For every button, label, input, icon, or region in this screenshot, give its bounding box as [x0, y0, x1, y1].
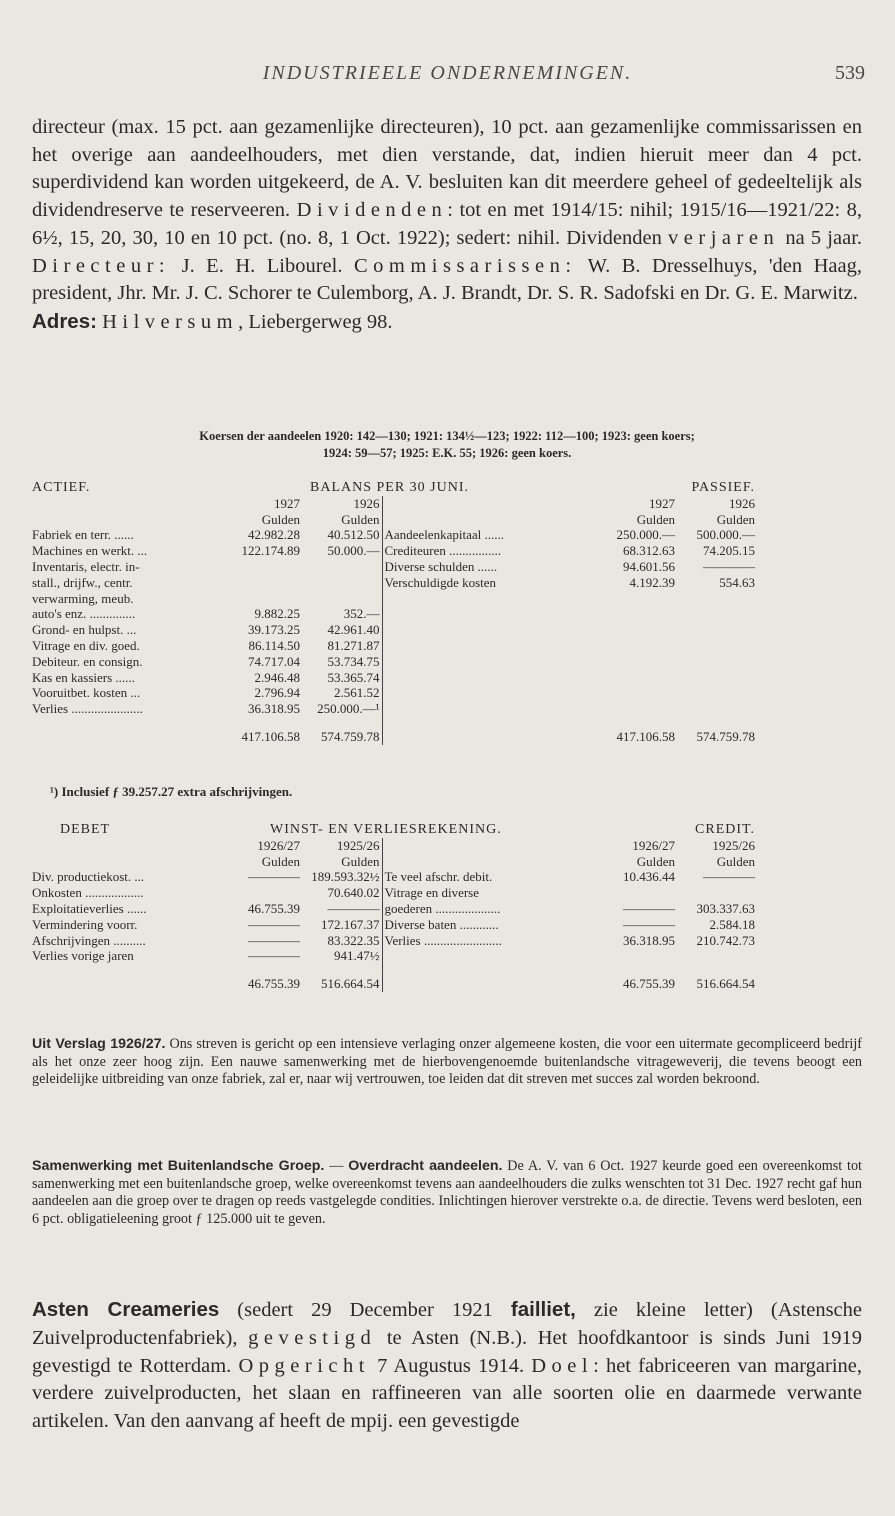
passief-row-value-1: 94.601.56 — [623, 558, 675, 574]
table-row — [30, 885, 860, 901]
balans-table — [30, 480, 860, 745]
debet-row-value-1: 46.755.39 — [248, 900, 300, 916]
debet-row-value-1: ———— — [248, 948, 300, 964]
credit-row-value-2: 2.584.18 — [709, 916, 756, 932]
passief-row-label: Verschuldigde kosten — [382, 575, 592, 591]
actief-row-value-2 — [302, 559, 382, 575]
overdracht-label: Overdracht aandeelen. — [348, 1158, 503, 1174]
spacer-cell — [757, 701, 860, 717]
credit-row-label: Vitrage en diverse — [382, 885, 592, 901]
passief-row-value-1 — [592, 670, 677, 686]
passief-row-value-1 — [592, 591, 677, 607]
wyear-col-4: 1925/26 — [712, 837, 756, 853]
table-row — [30, 527, 860, 543]
actief-row-value-1 — [220, 591, 302, 607]
actief-row-value-2 — [302, 591, 382, 607]
spacer-cell — [757, 869, 860, 885]
passief-row-value-2: 74.205.15 — [703, 543, 755, 559]
debet-row-label: Div. productiekost. ... — [32, 869, 145, 885]
passief-row-value-1: 250.000.— — [616, 527, 675, 543]
credit-row-value-1: 10.436.44 — [623, 869, 676, 885]
actief-row-label: verwarming, meub. — [32, 590, 134, 606]
passief-row-label — [382, 638, 592, 654]
credit-row-value-1 — [592, 885, 677, 901]
wunit-col-2: Gulden — [341, 853, 380, 869]
balans-total-3: 417.106.58 — [616, 728, 675, 744]
actief-row-label: Kas en kassiers ...... — [32, 669, 135, 685]
dividenden-label: Dividenden — [296, 199, 448, 222]
adres-street: , Liebergerweg 98. — [238, 310, 393, 333]
unit-col-4: Gulden — [716, 511, 755, 527]
debet-row-label: Afschrijvingen .......... — [32, 932, 146, 948]
debet-row-value-2: 941.47½ — [334, 948, 380, 964]
actief-row-label: Debiteur. en consign. — [32, 653, 143, 669]
debet-row-value-2: 189.593.32½ — [311, 869, 380, 885]
credit-row-value-2: ———— — [703, 869, 756, 885]
actief-row-value-2: 2.561.52 — [334, 685, 380, 701]
actief-row-value-2: 81.271.87 — [327, 637, 380, 653]
directeur-label: Directeur: — [32, 254, 171, 277]
winst-total-2: 516.664.54 — [321, 976, 380, 992]
passief-row-value-1 — [592, 701, 677, 717]
verslag-text: Ons streven is gericht op een intensieve verlaging onzer algemeene kosten, die voor een uitermate gecompliceerd bedrijf als het onze zeer hoog zijn. Een nauwe samenwerking met de hierbovengenoemde buitenlandsche vitrageweverij, die tevens beoogt een geleidelijke uitbreiding van onze fabriek, zal er, naar wij vertrouwen, toe leiden dat dit streven met succes zal worden bekroond. — [32, 1036, 862, 1088]
credit-heading: CREDIT. — [695, 822, 756, 837]
credit-row-label: Diverse baten ............ — [382, 917, 592, 933]
credit-row-value-2: 303.337.63 — [696, 900, 756, 916]
passief-row-value-2: 554.63 — [719, 574, 755, 590]
passief-row-value-1 — [592, 622, 677, 638]
passief-row-value-2: ———— — [703, 558, 755, 574]
intro-text-4: J. E. H. Libourel. — [181, 254, 343, 277]
actief-row-value-1 — [220, 575, 302, 591]
spacer-cell — [757, 606, 860, 622]
balans-total-1: 417.106.58 — [241, 728, 300, 744]
asten-text-5: : het fabriceeren van margarine, verdere zuivelproducten, het slaan en raffineeren van alle soorten olie en daarmede verwante artikelen. Van den aanvang af heeft de mpij. een gevestigde — [32, 1354, 863, 1433]
doel-label: Doel — [531, 1354, 594, 1377]
actief-row-value-1: 86.114.50 — [248, 637, 300, 653]
actief-row-value-1: 42.982.28 — [248, 527, 300, 543]
spacer-cell — [757, 591, 860, 607]
actief-row-value-2: 42.961.40 — [327, 622, 380, 638]
spacer-cell — [757, 901, 860, 917]
debet-row-value-1: ———— — [248, 932, 300, 948]
passief-row-label — [382, 622, 592, 638]
samenwerking-text: De A. V. van 6 Oct. 1927 keurde goed een overeenkomst tot samenwerking met een buitenlandsche groep, welke overeenkomst tevens aan aandeelhouders die zulks wenschten tot 31 Dec. 1927 recht gaf hun aandeelen aan die groep over te dragen op reeds vastgelegde condities. Inlichtingen hierover verstrekte o.a. de directie. Tevens werd besloten, een 6 pct. obligatieleening groot ƒ 125.000 uit te geven. — [32, 1158, 862, 1227]
spacer-cell — [757, 638, 860, 654]
verslag-label: Uit Verslag 1926/27. — [32, 1036, 166, 1052]
asten-name: Asten Creameries — [32, 1298, 220, 1321]
credit-row-value-1: ———— — [623, 916, 676, 932]
table-row — [30, 559, 860, 575]
unit-col-3: Gulden — [636, 511, 675, 527]
table-row — [30, 917, 860, 933]
debet-row-value-2: 70.640.02 — [327, 885, 380, 901]
actief-row-label: Fabriek en terr. ...... — [32, 527, 134, 543]
actief-row-label: Vitrage en div. goed. — [32, 637, 140, 653]
passief-row-label — [382, 685, 592, 701]
table-row — [30, 591, 860, 607]
balans-title: BALANS PER 30 JUNI. — [310, 480, 470, 495]
credit-row-value-1: ———— — [623, 900, 676, 916]
table-row — [30, 543, 860, 559]
table-row — [30, 622, 860, 638]
intro-text-1: directeur (max. 15 pct. aan gezamenlijke directeuren), 10 pct. aan gezamenlijke commissarissen en het overige aan aandeelhouders, met dien verstande, dat, indien hieruit meer dan 4 pct. superdividend kan worden uitgekeerd, de A. V. besluiten kan dit meerdere geheel of gedeeltelijk als dividendreserve te reserveeren. — [32, 116, 862, 222]
actief-row-value-2: 352.— — [343, 606, 380, 622]
actief-row-value-1: 39.173.25 — [248, 622, 300, 638]
actief-row-value-1: 9.882.25 — [254, 606, 300, 622]
passief-row-value-2 — [677, 701, 757, 717]
passief-row-value-1 — [592, 638, 677, 654]
koersen-block — [32, 428, 862, 462]
actief-row-value-1: 2.946.48 — [254, 669, 300, 685]
samenwerking-label: Samenwerking met Buitenlandsche Groep. — [32, 1158, 325, 1174]
actief-row-value-2: 53.734.75 — [327, 653, 380, 669]
balans-total-2: 574.759.78 — [321, 728, 380, 744]
opgericht-label: Opgericht — [238, 1354, 370, 1377]
debet-row-value-2: ———— — [327, 900, 380, 916]
adres-city: Hilversum — [102, 310, 239, 333]
passief-row-label — [382, 670, 592, 686]
wyear-col-1: 1926/27 — [257, 837, 300, 853]
passief-row-value-1: 4.192.39 — [629, 574, 675, 590]
table-row — [30, 933, 860, 949]
actief-row-value-2: 53.365.74 — [327, 669, 380, 685]
actief-row-label: stall., drijfw., centr. — [32, 574, 133, 590]
koersen-line-2: 1924: 59—57; 1925: E.K. 55; 1926: geen koers. — [322, 446, 572, 460]
failliet-label: failliet, — [510, 1298, 576, 1321]
actief-row-label: Verlies ...................... — [32, 701, 143, 717]
debet-row-label: Vermindering voorr. — [32, 916, 138, 932]
wunit-col-1: Gulden — [261, 853, 300, 869]
credit-row-value-1: 36.318.95 — [623, 932, 676, 948]
spacer-cell — [757, 559, 860, 575]
spacer-cell — [757, 685, 860, 701]
actief-row-value-2: 50.000.— — [327, 543, 380, 559]
commissarissen-label: Commissarissen: — [353, 254, 577, 277]
passief-row-value-1 — [592, 606, 677, 622]
passief-row-value-2 — [677, 622, 757, 638]
unit-col-2: Gulden — [341, 511, 380, 527]
debet-heading: DEBET — [60, 822, 111, 837]
actief-heading: ACTIEF. — [32, 480, 91, 495]
asten-text-4: 7 Augustus 1914. — [369, 1354, 525, 1377]
passief-row-value-1: 68.312.63 — [623, 543, 675, 559]
intro-text-3: na 5 jaar. — [785, 226, 863, 249]
wunit-col-4: Gulden — [716, 853, 756, 869]
winst-title: WINST- EN VERLIESREKENING. — [270, 822, 502, 837]
intro-text-5: W. B. Dresselhuys, 'den Haag, president, Jhr. Mr. J. C. Schorer te Culemborg, A. J. Brandt, Dr. S. R. Sadofski en Dr. G. E. Marwitz. — [32, 254, 863, 305]
actief-row-label: Grond- en hulpst. ... — [32, 622, 137, 638]
passief-row-value-2 — [677, 591, 757, 607]
asten-text-1: (sedert 29 December 1921 — [219, 1299, 511, 1321]
actief-row-label: auto's enz. .............. — [32, 606, 136, 622]
winst-total-4: 516.664.54 — [696, 976, 756, 992]
table-row — [30, 901, 860, 917]
table-row — [30, 575, 860, 591]
credit-row-value-1 — [592, 948, 677, 964]
spacer-cell — [757, 933, 860, 949]
debet-row-label: Exploitatieverlies ...... — [32, 900, 147, 916]
credit-row-value-2 — [677, 948, 757, 964]
asten-text-2: zie kleine letter) (Astensche Zuivelproductenfabriek), — [32, 1299, 862, 1349]
verjaren-label: verjaren — [668, 226, 780, 249]
year-col-4: 1926 — [729, 495, 755, 511]
spacer-cell — [757, 622, 860, 638]
actief-row-value-2 — [302, 575, 382, 591]
asten-paragraph — [32, 1296, 862, 1436]
credit-row-value-2: 210.742.73 — [696, 932, 756, 948]
credit-row-label: Te veel afschr. debit. — [382, 869, 592, 885]
credit-row-label: goederen .................... — [382, 901, 592, 917]
samenwerking-paragraph — [32, 1158, 862, 1228]
actief-row-label: Inventaris, electr. in- — [32, 558, 140, 574]
page-number: 539 — [835, 62, 865, 84]
table-row — [30, 670, 860, 686]
debet-row-value-1: ———— — [248, 869, 300, 885]
winst-table — [30, 822, 860, 992]
balans-total-4: 574.759.78 — [696, 728, 755, 744]
passief-row-label — [382, 654, 592, 670]
actief-row-value-1: 74.717.04 — [248, 653, 300, 669]
passief-row-value-2 — [677, 670, 757, 686]
passief-row-label — [382, 606, 592, 622]
actief-row-value-1: 2.796.94 — [254, 685, 300, 701]
winst-total-3: 46.755.39 — [623, 976, 676, 992]
table-row — [30, 948, 860, 964]
debet-row-value-2: 172.167.37 — [321, 916, 380, 932]
header-title: INDUSTRIEELE ONDERNEMINGEN. — [262, 62, 633, 84]
spacer-cell — [757, 527, 860, 543]
samenwerking-dash: — — [324, 1158, 349, 1174]
year-col-2: 1926 — [353, 495, 380, 511]
year-col-1: 1927 — [274, 495, 300, 511]
debet-row-value-2: 83.322.35 — [327, 932, 380, 948]
spacer-cell — [757, 543, 860, 559]
debet-row-value-1: ———— — [248, 916, 300, 932]
actief-row-value-1: 122.174.89 — [241, 543, 300, 559]
table-row — [30, 638, 860, 654]
actief-row-value-2: 40.512.50 — [327, 527, 380, 543]
spacer-cell — [757, 654, 860, 670]
passief-row-value-2: 500.000.— — [696, 527, 755, 543]
running-header — [0, 62, 895, 92]
spacer-cell — [757, 885, 860, 901]
winst-total-1: 46.755.39 — [248, 976, 300, 992]
actief-row-label: Machines en werkt. ... — [32, 543, 148, 559]
table-row — [30, 606, 860, 622]
debet-row-value-1 — [220, 885, 302, 901]
passief-row-value-2 — [677, 654, 757, 670]
passief-row-value-1 — [592, 685, 677, 701]
passief-row-label — [382, 591, 592, 607]
table-row — [30, 869, 860, 885]
passief-row-value-2 — [677, 685, 757, 701]
actief-row-label: Vooruitbet. kosten ... — [32, 685, 141, 701]
adres-label: Adres: — [32, 309, 97, 333]
gevestigd-label: gevestigd — [248, 1326, 377, 1349]
passief-row-label: Aandeelenkapitaal ...... — [382, 527, 592, 543]
passief-row-value-2 — [677, 638, 757, 654]
asten-text-3: te Asten (N.B.). Het hoofdkantoor is sinds Juni 1919 gevestigd te Rotterdam. — [32, 1326, 862, 1377]
passief-row-label: Diverse schulden ...... — [382, 559, 592, 575]
intro-text-2: : tot en met 1914/15: nihil; 1915/16—1921/22: 8, 6½, 15, 20, 30, 10 en 10 pct. (no. 8, 1 Oct. 1922); sedert: nihil. Dividenden — [32, 199, 862, 249]
credit-row-label — [382, 948, 592, 964]
year-col-3: 1927 — [649, 495, 675, 511]
debet-row-label: Onkosten .................. — [32, 885, 144, 901]
verslag-paragraph — [32, 1036, 862, 1089]
wunit-col-3: Gulden — [636, 853, 676, 869]
table-row — [30, 685, 860, 701]
spacer-cell — [757, 948, 860, 964]
table-row — [30, 654, 860, 670]
spacer-cell — [757, 670, 860, 686]
wyear-col-2: 1925/26 — [336, 837, 380, 853]
debet-row-label: Verlies vorige jaren — [32, 948, 134, 964]
credit-row-label: Verlies ........................ — [382, 933, 592, 949]
actief-row-value-1: 36.318.95 — [248, 701, 300, 717]
actief-row-value-2: 250.000.—¹ — [317, 701, 380, 717]
intro-paragraph — [32, 114, 862, 337]
balans-footnote: ¹) Inclusief ƒ 39.257.27 extra afschrijvingen. — [50, 784, 293, 799]
passief-row-label: Crediteuren ................ — [382, 543, 592, 559]
passief-row-label — [382, 701, 592, 717]
spacer-cell — [757, 917, 860, 933]
wyear-col-3: 1926/27 — [632, 837, 676, 853]
table-row — [30, 701, 860, 717]
passief-heading: PASSIEF. — [691, 480, 755, 495]
koersen-line-1: Koersen der aandeelen 1920: 142—130; 1921: 134½—123; 1922: 112—100; 1923: geen koers; — [199, 429, 695, 443]
actief-row-value-1 — [220, 559, 302, 575]
passief-row-value-2 — [677, 606, 757, 622]
unit-col-1: Gulden — [261, 511, 300, 527]
credit-row-value-2 — [677, 885, 757, 901]
passief-row-value-1 — [592, 654, 677, 670]
spacer-cell — [757, 575, 860, 591]
